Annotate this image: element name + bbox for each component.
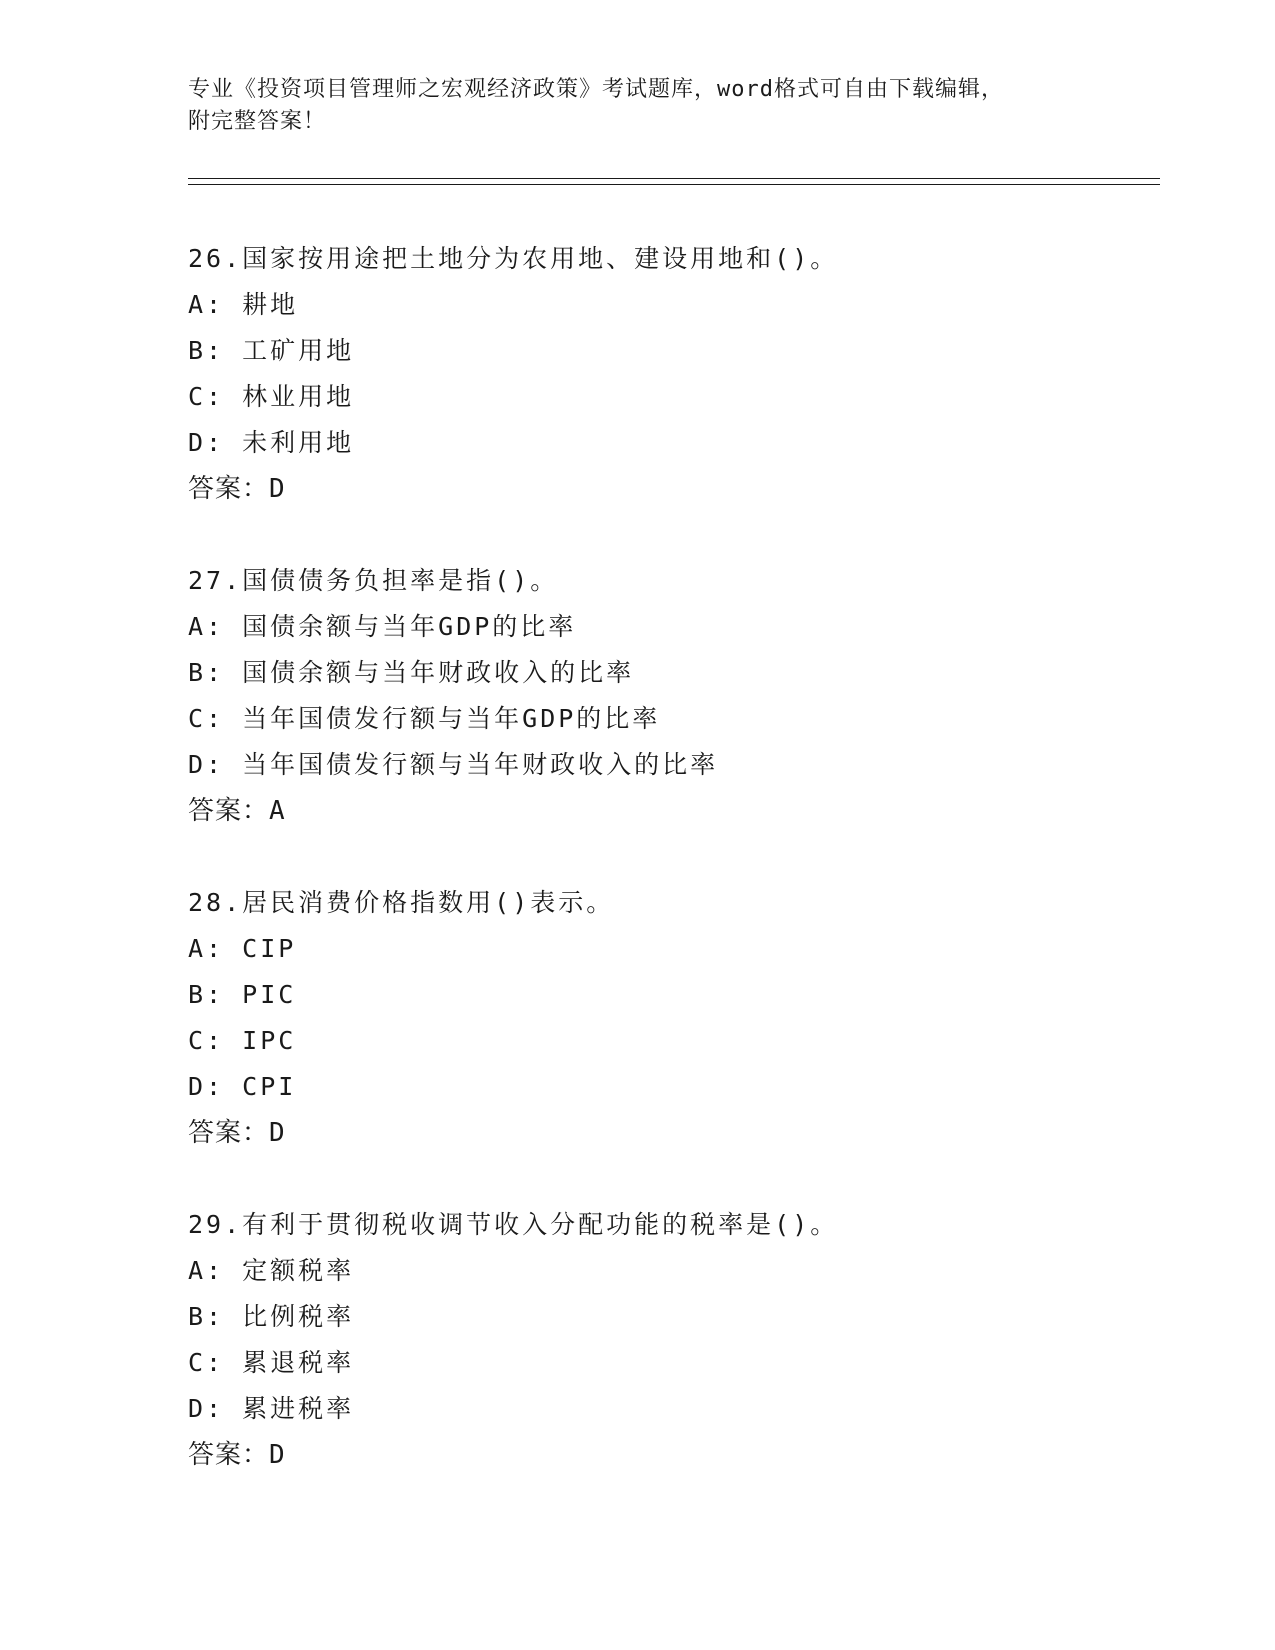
- option-a: A: 国债余额与当年GDP的比率: [188, 612, 577, 641]
- answer-value: D: [269, 1440, 286, 1470]
- option-d: D: 当年国债发行额与当年财政收入的比率: [188, 750, 719, 779]
- answer-value: D: [269, 474, 286, 504]
- option-c: C: 当年国债发行额与当年GDP的比率: [188, 704, 661, 733]
- answer-label: 答案：: [188, 1118, 270, 1148]
- answer-line: [188, 466, 1168, 512]
- option-b: B: 工矿用地: [188, 336, 355, 365]
- option-b: B: 比例税率: [188, 1302, 355, 1331]
- answer-label: 答案：: [188, 1440, 270, 1470]
- answer-label: 答案：: [188, 796, 270, 826]
- header-line-2: 附完整答案！: [188, 109, 327, 134]
- option-d: D: CPI: [188, 1072, 297, 1101]
- question-item: [188, 880, 1168, 1202]
- header-line-1: 专业《投资项目管理师之宏观经济政策》考试题库，word格式可自由下载编辑，: [188, 77, 1004, 102]
- question-list: [188, 236, 1168, 1524]
- answer-line: [188, 1110, 1168, 1156]
- option-d: D: 未利用地: [188, 428, 355, 457]
- question-title: 28.居民消费价格指数用()表示。: [188, 888, 615, 917]
- option-c: C: IPC: [188, 1026, 297, 1055]
- question-item: [188, 558, 1168, 880]
- question-title: 27.国债债务负担率是指()。: [188, 566, 559, 595]
- option-c: C: 累退税率: [188, 1348, 355, 1377]
- answer-label: 答案：: [188, 474, 270, 504]
- option-b: B: PIC: [188, 980, 297, 1009]
- option-b: B: 国债余额与当年财政收入的比率: [188, 658, 635, 687]
- answer-line: [188, 788, 1168, 834]
- option-d: D: 累进税率: [188, 1394, 355, 1423]
- answer-value: A: [269, 796, 286, 826]
- question-title: 26.国家按用途把土地分为农用地、建设用地和()。: [188, 244, 839, 273]
- option-a: A: 定额税率: [188, 1256, 355, 1285]
- question-item: [188, 1202, 1168, 1524]
- option-c: C: 林业用地: [188, 382, 355, 411]
- option-a: A: 耕地: [188, 290, 299, 319]
- answer-line: [188, 1432, 1168, 1478]
- question-item: [188, 236, 1168, 558]
- option-a: A: CIP: [188, 934, 297, 963]
- answer-value: D: [269, 1118, 286, 1148]
- document-header: [188, 74, 1108, 138]
- header-divider: [188, 178, 1160, 185]
- question-title: 29.有利于贯彻税收调节收入分配功能的税率是()。: [188, 1210, 839, 1239]
